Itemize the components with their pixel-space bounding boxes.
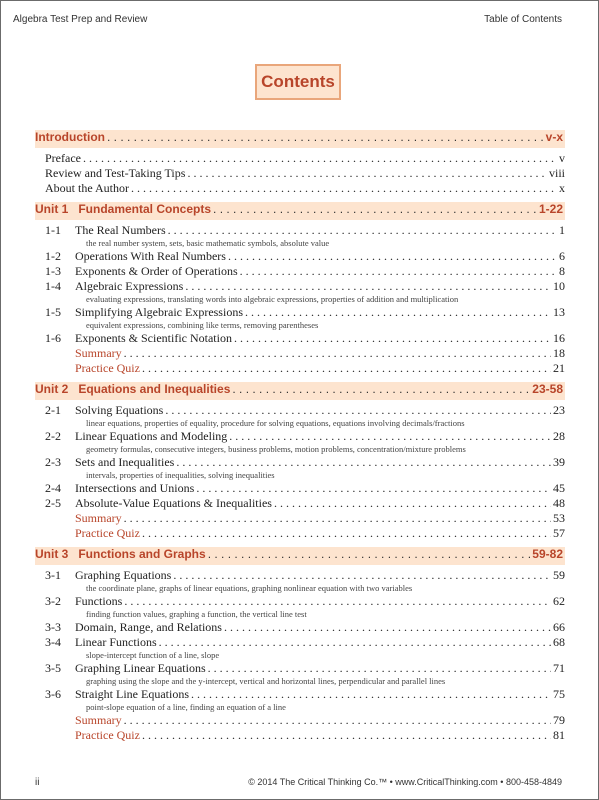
lesson-page: 28	[553, 429, 565, 443]
unit-number: Unit 3	[35, 547, 69, 561]
lesson-number: 1-4	[45, 279, 61, 293]
lesson-number: 1-1	[45, 223, 61, 237]
lesson-number: 1-5	[45, 305, 61, 319]
intro-heading[interactable]	[35, 130, 565, 148]
lesson-title: Algebraic Expressions	[75, 279, 184, 293]
unit-pages: 59-82	[532, 547, 563, 561]
lesson-page: 39	[553, 455, 565, 469]
table-of-contents	[35, 130, 565, 743]
lesson-title: Linear Functions	[75, 635, 157, 649]
lesson-number: 2-5	[45, 496, 61, 510]
unit-heading[interactable]	[35, 382, 565, 400]
lesson-page: 53	[553, 511, 565, 525]
lesson-number: 3-4	[45, 635, 61, 649]
lesson-page: 66	[553, 620, 565, 634]
lesson-description: graphing using the slope and the y-intercept, vertical and horizontal lines, perpendicular and parallel lines	[86, 676, 446, 686]
lesson-title: Linear Equations and Modeling	[75, 429, 228, 443]
lesson-title: Practice Quiz	[75, 728, 140, 742]
unit-heading[interactable]	[35, 202, 565, 220]
lesson-page: 23	[553, 403, 565, 417]
entry-label: Review and Test-Taking Tips	[45, 166, 186, 180]
lesson-page: 48	[553, 496, 565, 510]
lesson-page: 71	[553, 661, 565, 675]
unit-pages: 1-22	[538, 202, 563, 216]
lesson-title: Straight Line Equations	[75, 687, 189, 701]
lesson-entry[interactable]	[35, 331, 565, 346]
lesson-title: Solving Equations	[75, 403, 164, 417]
lesson-entry[interactable]	[35, 687, 565, 702]
lesson-entry[interactable]	[35, 620, 565, 635]
lesson-page: 59	[553, 568, 565, 582]
lesson-entry[interactable]	[35, 223, 565, 238]
toc-extra-entry[interactable]	[35, 511, 565, 526]
lesson-page: 13	[553, 305, 565, 319]
lesson-description: equivalent expressions, combining like terms, removing parentheses	[86, 320, 319, 330]
lesson-description: linear equations, properties of equality, procedure for solving equations, equations involving decimals/fractions	[86, 418, 465, 428]
lesson-title: The Real Numbers	[75, 223, 166, 237]
lesson-title: Summary	[75, 346, 122, 360]
running-header-section: Table of Contents	[484, 14, 562, 25]
unit-name: Equations and Inequalities	[78, 382, 231, 396]
lesson-entry[interactable]	[35, 568, 565, 583]
lesson-entry[interactable]	[35, 594, 565, 609]
contents-title: Contents	[255, 64, 341, 100]
lesson-title: Simplifying Algebraic Expressions	[75, 305, 243, 319]
lesson-entry[interactable]	[35, 249, 565, 264]
lesson-title: Intersections and Unions	[75, 481, 195, 495]
lesson-number: 3-6	[45, 687, 61, 701]
lesson-title: Graphing Equations	[75, 568, 172, 582]
lesson-entry[interactable]	[35, 429, 565, 444]
lesson-title: Graphing Linear Equations	[75, 661, 206, 675]
lesson-description: slope-intercept function of a line, slope	[86, 650, 220, 660]
lesson-page: 57	[553, 526, 565, 540]
unit-number: Unit 1	[35, 202, 69, 216]
unit-number: Unit 2	[35, 382, 69, 396]
entry-label: About the Author	[45, 181, 129, 195]
toc-entry[interactable]	[35, 181, 565, 196]
page-number: ii	[35, 777, 40, 788]
lesson-title: Functions	[75, 594, 123, 608]
toc-extra-entry[interactable]	[35, 346, 565, 361]
lesson-number: 2-3	[45, 455, 61, 469]
lesson-page: 81	[553, 728, 565, 742]
intro-label: Introduction	[35, 130, 105, 144]
lesson-page: 18	[553, 346, 565, 360]
lesson-title: Summary	[75, 511, 122, 525]
lesson-description: intervals, properties of inequalities, solving inequalities	[86, 470, 275, 480]
lesson-page: 10	[553, 279, 565, 293]
entry-page: v	[559, 151, 565, 165]
entry-page: viii	[548, 166, 565, 180]
toc-extra-entry[interactable]	[35, 713, 565, 728]
lesson-number: 3-2	[45, 594, 61, 608]
lesson-title: Practice Quiz	[75, 526, 140, 540]
intro-pages: v-x	[545, 130, 563, 144]
lesson-number: 3-1	[45, 568, 61, 582]
lesson-description: point-slope equation of a line, finding an equation of a line	[86, 702, 286, 712]
lesson-number: 3-3	[45, 620, 61, 634]
lesson-number: 2-4	[45, 481, 61, 495]
lesson-page: 68	[553, 635, 565, 649]
lesson-entry[interactable]	[35, 455, 565, 470]
lesson-number: 3-5	[45, 661, 61, 675]
toc-entry[interactable]	[35, 166, 565, 181]
lesson-entry[interactable]	[35, 661, 565, 676]
lesson-title: Exponents & Order of Operations	[75, 264, 238, 278]
lesson-page: 6	[559, 249, 565, 263]
entry-label: Preface	[45, 151, 81, 165]
entry-page: x	[559, 181, 565, 195]
lesson-entry[interactable]	[35, 481, 565, 496]
unit-heading[interactable]	[35, 547, 565, 565]
lesson-title: Absolute-Value Equations & Inequalities	[75, 496, 272, 510]
unit-pages: 23-58	[532, 382, 563, 396]
lesson-entry[interactable]	[35, 305, 565, 320]
lesson-page: 79	[553, 713, 565, 727]
lesson-description: evaluating expressions, translating words into algebraic expressions, properties of addition and multiplication	[86, 294, 459, 304]
copyright-footer: © 2014 The Critical Thinking Co.™ • www.CriticalThinking.com • 800-458-4849	[248, 777, 562, 787]
lesson-number: 2-2	[45, 429, 61, 443]
lesson-description: the real number system, sets, basic mathematic symbols, absolute value	[86, 238, 330, 248]
lesson-page: 75	[553, 687, 565, 701]
running-header-title: Algebra Test Prep and Review	[13, 14, 148, 25]
lesson-page: 16	[553, 331, 565, 345]
lesson-description: geometry formulas, consecutive integers, business problems, motion problems, concentration/mixture problems	[86, 444, 466, 454]
lesson-title: Domain, Range, and Relations	[75, 620, 222, 634]
lesson-page: 45	[553, 481, 565, 495]
lesson-number: 1-3	[45, 264, 61, 278]
lesson-description: the coordinate plane, graphs of linear equations, graphing nonlinear equation with two variables	[86, 583, 413, 593]
lesson-page: 8	[559, 264, 565, 278]
lesson-entry[interactable]	[35, 635, 565, 650]
lesson-page: 1	[559, 223, 565, 237]
lesson-entry[interactable]	[35, 279, 565, 294]
toc-entry[interactable]	[35, 151, 565, 166]
lesson-number: 1-2	[45, 249, 61, 263]
lesson-description: finding function values, graphing a function, the vertical line test	[86, 609, 307, 619]
lesson-title: Operations With Real Numbers	[75, 249, 226, 263]
toc-extra-entry[interactable]	[35, 728, 565, 743]
lesson-title: Exponents & Scientific Notation	[75, 331, 232, 345]
unit-name: Functions and Graphs	[78, 547, 206, 561]
lesson-entry[interactable]	[35, 496, 565, 511]
lesson-page: 62	[553, 594, 565, 608]
lesson-page: 21	[553, 361, 565, 375]
lesson-number: 1-6	[45, 331, 61, 345]
lesson-entry[interactable]	[35, 403, 565, 418]
lesson-title: Practice Quiz	[75, 361, 140, 375]
unit-name: Fundamental Concepts	[78, 202, 212, 216]
lesson-title: Sets and Inequalities	[75, 455, 175, 469]
toc-extra-entry[interactable]	[35, 526, 565, 541]
lesson-entry[interactable]	[35, 264, 565, 279]
toc-extra-entry[interactable]	[35, 361, 565, 376]
lesson-title: Summary	[75, 713, 122, 727]
lesson-number: 2-1	[45, 403, 61, 417]
